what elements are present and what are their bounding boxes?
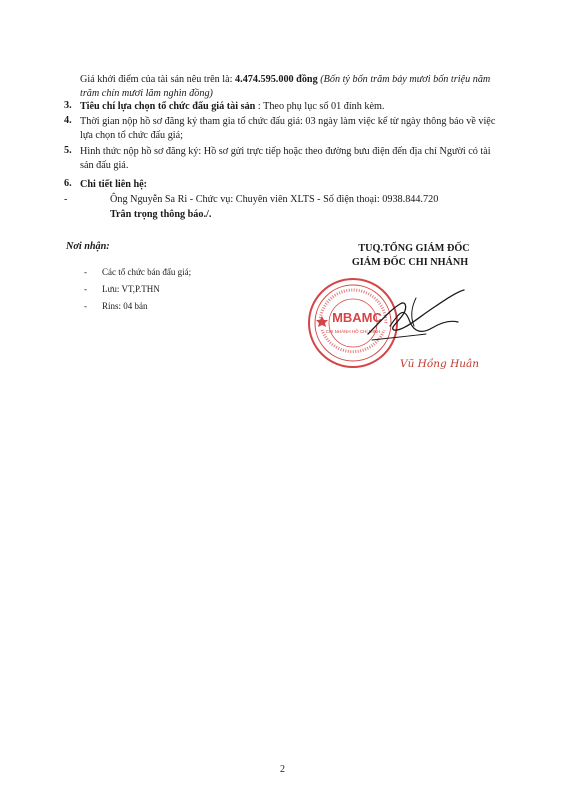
starting-price-line — [80, 73, 490, 86]
signature-authority-line: TUQ.TỔNG GIÁM ĐỐC — [358, 243, 470, 254]
item-number: 6. — [64, 178, 72, 189]
signature-position-line: GIÁM ĐỐC CHI NHÁNH — [351, 257, 469, 268]
stamp-logo-text: MBAMC — [332, 310, 382, 325]
contact-person: Ông Nguyễn Sa Ri - Chức vụ: Chuyên viên XLTS - Số điện thoại: 0938.844.720 — [110, 194, 439, 205]
bullet-dash: - — [84, 267, 87, 277]
item-number: 5. — [64, 145, 72, 156]
contact-details-title: Chi tiết liên hệ: — [80, 179, 148, 190]
bullet-dash: - — [84, 284, 87, 294]
submission-method-line-2: sản đấu giá. — [80, 160, 129, 171]
submission-method-line: Hình thức nộp hồ sơ đăng ký: Hồ sơ gửi trực tiếp hoặc theo đường bưu điện đến địa chỉ Người có tài — [80, 146, 491, 157]
stamp-branch-text: CHI NHÁNH HỒ CHÍ MINH — [325, 329, 381, 334]
selection-criteria-line — [80, 100, 384, 113]
price-in-words: (Bốn tỷ bốn trăm bảy mươi bốn triệu năm — [317, 74, 491, 85]
selection-criteria-text: : Theo phụ lục số 01 đính kèm. — [255, 101, 385, 112]
submission-time-line: Thời gian nộp hồ sơ đăng ký tham gia tổ chức đấu giá: 03 ngày làm việc kể từ ngày thông báo về việc — [80, 116, 496, 127]
recipient-item: Các tổ chức bán đấu giá; — [102, 267, 192, 277]
closing-remark: Trân trọng thông báo./. — [110, 209, 212, 220]
recipients-title: Nơi nhận: — [66, 241, 110, 252]
recipient-item: Rins: 04 bản — [102, 301, 148, 311]
contact-dash: - — [64, 194, 68, 205]
handwritten-signature — [360, 282, 470, 352]
price-value: 4.474.595.000 đồng — [235, 74, 318, 85]
submission-time-line-2: lựa chọn tổ chức đấu giá; — [80, 130, 183, 141]
selection-criteria-title: Tiêu chí lựa chọn tổ chức đấu giá tài sản — [80, 101, 256, 112]
signer-name: Vũ Hồng Huân — [400, 358, 480, 370]
bullet-dash: - — [84, 301, 87, 311]
item-number: 4. — [64, 115, 72, 126]
page-number: 2 — [280, 764, 285, 775]
price-in-words-continued: trăm chín mươi lăm nghìn đồng) — [80, 88, 213, 99]
price-label: Giá khởi điểm của tài sản nêu trên là: — [80, 74, 236, 85]
item-number: 3. — [64, 100, 72, 111]
recipient-item: Lưu: VT,P.THN — [102, 284, 160, 294]
